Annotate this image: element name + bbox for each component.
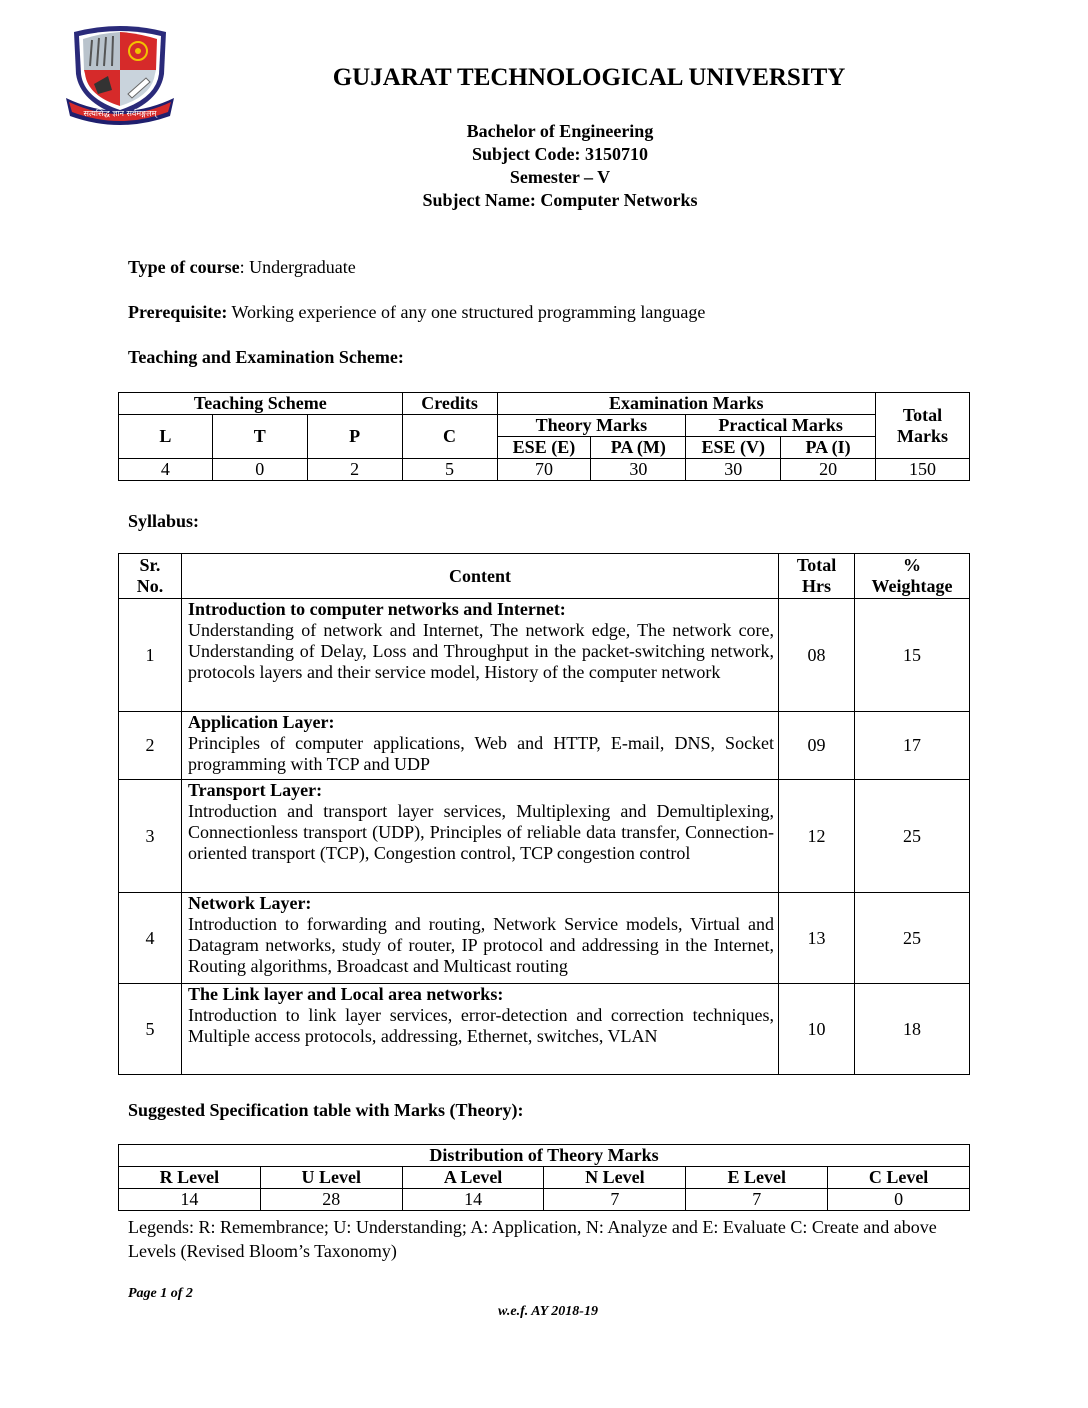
header-T: T xyxy=(212,415,307,459)
row-hrs: 13 xyxy=(779,893,855,984)
prerequisite xyxy=(128,302,705,323)
header-total-hrs: Total Hrs xyxy=(779,554,855,599)
row-content xyxy=(181,984,778,1075)
header-sr-no: Sr. No. xyxy=(119,554,182,599)
value-pa-m: 30 xyxy=(591,459,686,481)
value-P: 2 xyxy=(307,459,402,481)
row-content xyxy=(181,780,778,893)
teaching-exam-scheme-table xyxy=(118,392,970,481)
header-a-level: A Level xyxy=(402,1167,544,1189)
row-hrs: 08 xyxy=(779,599,855,712)
unit-body: Introduction to forwarding and routing, Network Service models, Virtual and Datagram networks, study of router, IP protocol and addressing in the Internet, Routing algorithms, Broadcast and Multicast routing xyxy=(187,914,775,976)
table-row xyxy=(119,599,970,712)
value-T: 0 xyxy=(212,459,307,481)
row-sr: 5 xyxy=(119,984,182,1075)
header-total-marks: Total Marks xyxy=(876,393,970,459)
course-type xyxy=(128,257,356,278)
header-P: P xyxy=(307,415,402,459)
table-row xyxy=(119,780,970,893)
value-ese-v: 30 xyxy=(686,459,781,481)
degree-name: Bachelor of Engineering xyxy=(466,121,654,141)
header-content: Content xyxy=(181,554,778,599)
course-type-value: : Undergraduate xyxy=(239,257,356,277)
unit-title: Introduction to computer networks and Internet: xyxy=(187,599,566,619)
university-title: GUJARAT TECHNOLOGICAL UNIVERSITY xyxy=(332,64,846,91)
row-weightage: 25 xyxy=(855,893,970,984)
value-pa-i: 20 xyxy=(781,459,876,481)
row-weightage: 25 xyxy=(855,780,970,893)
row-hrs: 09 xyxy=(779,712,855,780)
header-credits: Credits xyxy=(402,393,497,415)
unit-body: Introduction and transport layer services, Multiplexing and Demultiplexing, Connectionless transport (UDP), Principles of reliable data transfer, Connection-oriented transport (TCP), Congestion control, TCP congestion control xyxy=(187,801,775,863)
header-r-level: R Level xyxy=(119,1167,261,1189)
header-pa-m: PA (M) xyxy=(591,437,686,459)
row-content xyxy=(181,712,778,780)
header-C: C xyxy=(402,415,497,459)
subject-code: Subject Code: 3150710 xyxy=(472,144,648,164)
table-row xyxy=(119,893,970,984)
unit-title: Application Layer: xyxy=(187,712,335,732)
legend-text: Legends: R: Remembrance; U: Understanding; A: Application, N: Analyze and E: Evaluate C: Create and above Levels (Revised Bloom’s Taxonomy) xyxy=(128,1217,937,1261)
syllabus-table xyxy=(118,553,970,1075)
spec-table-heading: Suggested Specification table with Marks (Theory): xyxy=(128,1100,524,1120)
prerequisite-value: Working experience of any one structured programming language xyxy=(227,302,706,322)
header-L: L xyxy=(119,415,213,459)
unit-title: Network Layer: xyxy=(187,893,312,913)
unit-body: Principles of computer applications, Web and HTTP, E-mail, DNS, Socket programming with TCP and UDP xyxy=(187,733,775,774)
unit-title: Transport Layer: xyxy=(187,780,323,800)
value-u-level: 28 xyxy=(260,1189,402,1211)
value-c-level: 0 xyxy=(828,1189,970,1211)
header-n-level: N Level xyxy=(544,1167,686,1189)
row-weightage: 17 xyxy=(855,712,970,780)
header-pa-i: PA (I) xyxy=(781,437,876,459)
header-e-level: E Level xyxy=(686,1167,828,1189)
table-row xyxy=(119,1189,970,1211)
subject-name: Subject Name: Computer Networks xyxy=(422,190,698,210)
row-content xyxy=(181,893,778,984)
theory-marks-distribution-table xyxy=(118,1144,970,1211)
course-type-label: Type of course xyxy=(128,257,240,277)
value-e-level: 7 xyxy=(686,1189,828,1211)
logo-motto: सत्यसिद्ध ज्ञान सर्वमङ्गलम् xyxy=(83,109,157,118)
table-row xyxy=(119,712,970,780)
unit-title: The Link layer and Local area networks: xyxy=(187,984,504,1004)
header-ese-e: ESE (E) xyxy=(497,437,591,459)
header-weightage: % Weightage xyxy=(855,554,970,599)
row-sr: 4 xyxy=(119,893,182,984)
table-row xyxy=(119,984,970,1075)
page-number: Page 1 of 2 xyxy=(128,1286,193,1301)
value-total: 150 xyxy=(876,459,970,481)
row-sr: 3 xyxy=(119,780,182,893)
value-r-level: 14 xyxy=(119,1189,261,1211)
row-weightage: 18 xyxy=(855,984,970,1075)
row-weightage: 15 xyxy=(855,599,970,712)
effective-from: w.e.f. AY 2018-19 xyxy=(498,1304,598,1319)
value-n-level: 7 xyxy=(544,1189,686,1211)
row-sr: 1 xyxy=(119,599,182,712)
row-hrs: 12 xyxy=(779,780,855,893)
scheme-heading: Teaching and Examination Scheme: xyxy=(128,347,404,367)
row-sr: 2 xyxy=(119,712,182,780)
unit-body: Introduction to link layer services, error-detection and correction techniques, Multiple access protocols, addressing, Ethernet, switches, VLAN xyxy=(187,1005,775,1046)
value-a-level: 14 xyxy=(402,1189,544,1211)
header-theory-marks: Theory Marks xyxy=(497,415,686,437)
header-practical-marks: Practical Marks xyxy=(686,415,876,437)
table-row xyxy=(119,459,970,481)
row-content xyxy=(181,599,778,712)
syllabus-heading: Syllabus: xyxy=(128,511,200,531)
header-teaching-scheme: Teaching Scheme xyxy=(119,393,403,415)
unit-body: Understanding of network and Internet, The network edge, The network core, Understanding of Delay, Loss and Throughput in the packet-switching network, protocols layers and their service model, History of the computer network xyxy=(187,620,775,682)
header-ese-v: ESE (V) xyxy=(686,437,781,459)
header-u-level: U Level xyxy=(260,1167,402,1189)
value-ese-e: 70 xyxy=(497,459,591,481)
header-c-level: C Level xyxy=(828,1167,970,1189)
distribution-title: Distribution of Theory Marks xyxy=(119,1145,970,1167)
value-C: 5 xyxy=(402,459,497,481)
prerequisite-label: Prerequisite: xyxy=(128,302,228,322)
semester: Semester – V xyxy=(509,167,611,187)
header-exam-marks: Examination Marks xyxy=(497,393,876,415)
row-hrs: 10 xyxy=(779,984,855,1075)
value-L: 4 xyxy=(119,459,213,481)
